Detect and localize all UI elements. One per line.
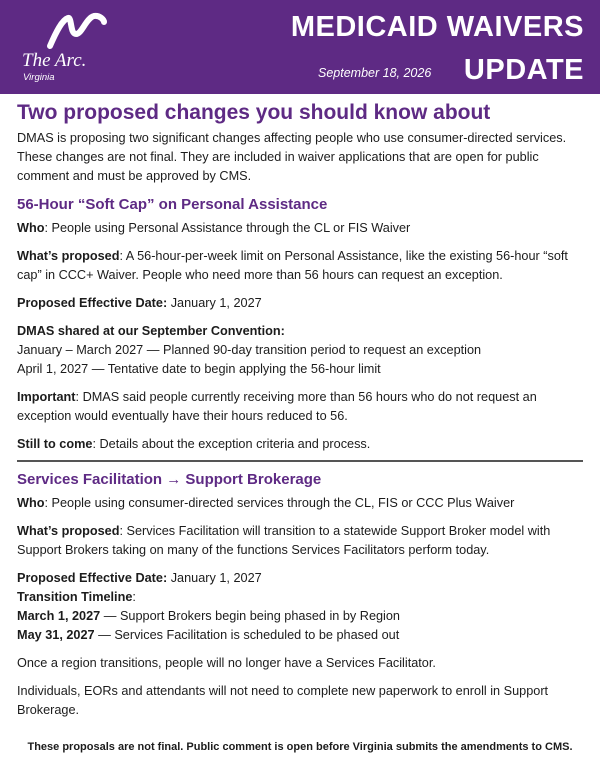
timeline-heading [17,588,583,607]
timeline-date-1: March 1, 2027 [17,608,101,623]
effective-label: Proposed Effective Date: [17,296,168,310]
proposed-label: What’s proposed [17,249,120,263]
section2-note-1: Once a region transitions, people will no longer have a Services Facilitator. [17,655,436,670]
section1-still-to-come [17,435,583,454]
important-text: : DMAS said people currently receiving more than 56 hours who do not request an exception would eventually have their hours reduced to 56. [17,390,537,423]
main-content [17,101,583,720]
logo-name: The Arc. [22,50,87,71]
publication-date: September 18, 2026 [318,66,432,80]
convention-line1: January – March 2027 — Planned 90-day transition period to request an exception [17,343,482,357]
intro-paragraph: DMAS is proposing two significant changes affecting people who use consumer-directed services. These changes are not final. They are included in waiver applications that are open for public comment and must be approved by CMS. [17,131,567,183]
who-text: : People using consumer-directed services through the CL, FIS or CCC Plus Waiver [44,495,515,510]
section2-effective-date [17,569,583,588]
convention-line2: April 1, 2027 — Tentative date to begin applying the 56-hour limit [17,362,381,376]
timeline-text-1: — Support Brokers begin being phased in by Region [100,608,400,623]
still-text: : Details about the exception criteria and process. [92,437,371,451]
effective-text: January 1, 2027 [167,296,262,310]
effective-text: January 1, 2027 [167,570,262,585]
header-banner [0,0,600,94]
proposed-text: : Services Facilitation will transition to a statewide Support Broker model with Support Brokers taking on many of the functions Services Facilitators perform today. [17,523,551,557]
who-label: Who [17,495,45,510]
section1-important [17,388,583,426]
arc-logo [16,12,116,84]
section1-who [17,219,583,238]
important-label: Important [17,390,76,404]
section1-effective-date [17,294,583,313]
section-divider [17,460,583,462]
timeline-label: Transition Timeline [17,589,133,604]
section1-proposed [17,247,583,285]
convention-label [17,322,583,341]
footer-disclaimer: These proposals are not final. Public comment is open before Virginia submits the amendments to CMS. [27,741,573,753]
effective-label: Proposed Effective Date: [17,570,168,585]
section2-note-2: Individuals, EORs and attendants will not need to complete new paperwork to enroll in Support Brokerage. [17,683,549,717]
section2-who [17,494,583,513]
proposed-label: What’s proposed [17,523,120,538]
newsletter-title: MEDICAID WAIVERS [290,11,584,43]
convention-heading: DMAS shared at our September Convention: [17,324,285,338]
section1-heading: 56-Hour “Soft Cap” on Personal Assistance [17,196,328,213]
section2-heading: Services Facilitation → Support Brokerage [17,470,322,488]
timeline-date-2: May 31, 2027 [17,627,95,642]
newsletter-title-line2: UPDATE [463,54,584,86]
page-heading: Two proposed changes you should know about [17,101,491,124]
proposed-text: : A 56-hour-per-week limit on Personal Assistance, like the existing 56-hour “soft cap” in CCC+ Waiver. People who need more than 56 hours can request an exception. [17,249,568,282]
who-text: : People using Personal Assistance through the CL or FIS Waiver [44,221,411,235]
timeline-colon: : [132,589,136,604]
timeline-text-2: — Services Facilitation is scheduled to be phased out [94,627,400,642]
timeline-item-1 [17,607,583,626]
arc-swoosh-icon [46,12,108,52]
timeline-item-2 [17,626,583,645]
still-label: Still to come [17,437,93,451]
logo-subtitle: Virginia [23,72,55,83]
section2-proposed [17,522,583,560]
who-label: Who [17,221,45,235]
